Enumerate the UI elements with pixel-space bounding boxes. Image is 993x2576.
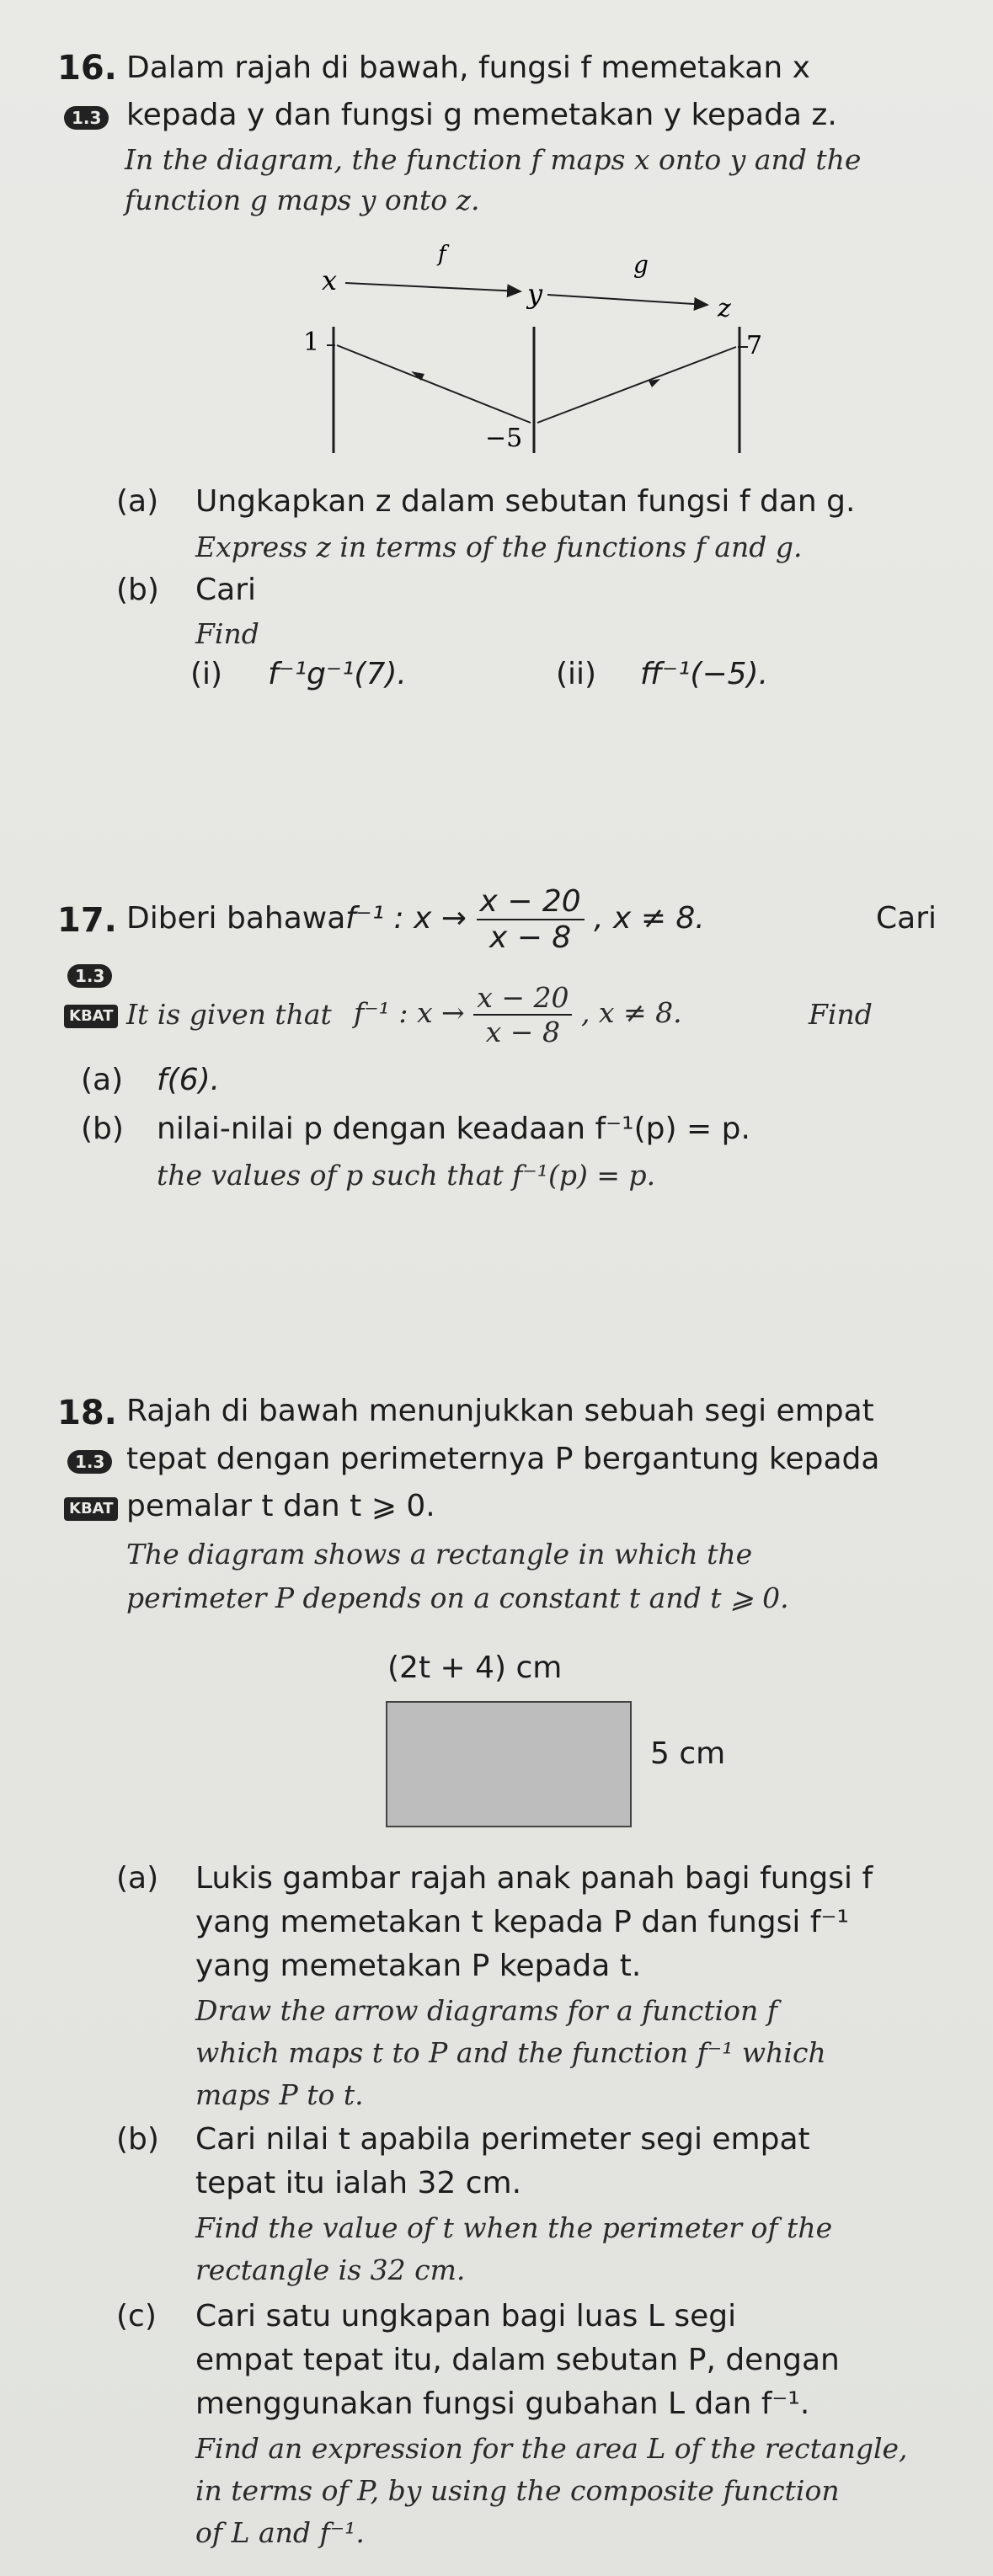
part-a-text-ms-line2: yang memetakan t kepada P dan fungsi f⁻¹ — [195, 1905, 849, 1939]
mapping-arrow-neg5-to-7 — [537, 347, 736, 423]
topic-badge: 1.3 — [64, 106, 109, 130]
question-text-ms-line2: tepat dengan perimeternya P bergantung kepada — [126, 1442, 880, 1476]
part-a-label: (a) — [116, 1861, 159, 1896]
inverse-function-definition: f⁻¹ : x → $\frac{x - 20}{x - 8}$ , x ≠ 8. — [345, 884, 705, 955]
f-header-arrow — [345, 283, 521, 291]
part-c-text-en-line2: in terms of P, by using the composite function — [195, 2474, 840, 2507]
mapping-arrow-1-to-neg5 — [337, 345, 531, 423]
part-b-text-ms: Cari — [195, 573, 256, 607]
part-bii-expression: ff⁻¹(−5). — [640, 657, 769, 691]
kbat-badge: KBAT — [64, 1005, 118, 1028]
question-text-ms-suffix: Cari — [876, 901, 937, 936]
value-1: 1 — [303, 328, 320, 357]
g-label: g — [633, 251, 649, 279]
part-b-text-ms-line1: Cari nilai t apabila perimeter segi empat — [195, 2122, 810, 2157]
part-bi-label: (i) — [190, 657, 223, 691]
part-a-text-ms-line3: yang memetakan P kepada t. — [195, 1949, 642, 1983]
part-b-text-ms: nilai-nilai p dengan keadaan f⁻¹(p) = p. — [157, 1112, 750, 1146]
part-b-text-ms-line2: tepat itu ialah 32 cm. — [195, 2166, 522, 2200]
y-label: y — [527, 278, 543, 310]
question-number: 17. — [57, 901, 117, 940]
part-b-text-en: Find — [195, 617, 259, 650]
rectangle-length-label: (2t + 4) cm — [387, 1651, 563, 1685]
question-number: 16. — [57, 49, 117, 88]
part-c-text-en-line3: of L and f⁻¹. — [195, 2516, 365, 2549]
kbat-badge: KBAT — [64, 1497, 118, 1521]
part-b-text-en-line2: rectangle is 32 cm. — [195, 2253, 466, 2286]
part-b-label: (b) — [116, 2122, 159, 2157]
part-b-text-en-line1: Find the value of t when the perimeter of the — [195, 2211, 833, 2244]
g-header-arrow — [547, 295, 707, 305]
topic-badge: 1.3 — [67, 964, 112, 988]
question-text-en-line2: perimeter P depends on a constant t and t ⩾ 0. — [126, 1581, 789, 1614]
question-number: 18. — [57, 1394, 117, 1432]
question-text-ms-line1: Dalam rajah di bawah, fungsi f memetakan x — [126, 51, 810, 85]
part-bi-expression: f⁻¹g⁻¹(7). — [268, 657, 407, 691]
inverse-function-definition-en: f⁻¹ : x → $\frac{x - 20}{x - 8}$ , x ≠ 8. — [354, 981, 682, 1048]
part-c-label: (c) — [116, 2299, 157, 2333]
function-fraction: $\frac{x - 20}{x - 8}$ — [477, 884, 585, 955]
value-7: 7 — [746, 331, 763, 360]
part-b-label: (b) — [116, 573, 159, 607]
part-a-expression: f(6). — [157, 1063, 221, 1097]
part-b-text-en: the values of p such that f⁻¹(p) = p. — [157, 1159, 656, 1192]
part-c-text-en-line1: Find an expression for the area L of the rectangle, — [195, 2432, 908, 2465]
question-text-ms-line3: pemalar t dan t ⩾ 0. — [126, 1489, 435, 1523]
part-a-text-en-line1: Draw the arrow diagrams for a function f — [195, 1994, 778, 2027]
x-label: x — [322, 264, 338, 296]
part-c-text-ms-line3: menggunakan fungsi gubahan L dan f⁻¹. — [195, 2387, 810, 2421]
question-text-en-prefix: It is given that — [126, 998, 332, 1031]
part-a-label: (a) — [116, 484, 159, 519]
part-a-text-en-line2: which maps t to P and the function f⁻¹ which — [195, 2036, 826, 2069]
part-bii-label: (ii) — [556, 657, 597, 691]
function-mapping-diagram — [253, 219, 775, 463]
value-neg5: −5 — [485, 424, 523, 453]
question-text-en-line1: In the diagram, the function f maps x onto y and the — [125, 143, 862, 176]
question-text-ms-prefix: Diberi bahawa — [126, 901, 346, 936]
rectangle-figure — [386, 1701, 632, 1827]
part-c-text-ms-line2: empat tepat itu, dalam sebutan P, dengan — [195, 2343, 840, 2377]
rectangle-width-label: 5 cm — [650, 1736, 726, 1771]
part-a-text-en: Express z in terms of the functions f and g. — [195, 531, 803, 563]
part-a-text-ms: Ungkapkan z dalam sebutan fungsi f dan g. — [195, 484, 856, 519]
part-a-text-en-line3: maps P to t. — [195, 2078, 364, 2111]
question-text-en-line1: The diagram shows a rectangle in which the — [126, 1538, 753, 1571]
question-text-ms-line2: kepada y dan fungsi g memetakan y kepada z. — [126, 98, 837, 132]
f-label: f — [438, 242, 446, 267]
part-a-label: (a) — [81, 1063, 124, 1097]
part-c-text-ms-line1: Cari satu ungkapan bagi luas L segi — [195, 2299, 737, 2333]
part-a-text-ms-line1: Lukis gambar rajah anak panah bagi fungsi f — [195, 1861, 873, 1896]
topic-badge: 1.3 — [67, 1450, 112, 1474]
question-text-ms-line1: Rajah di bawah menunjukkan sebuah segi empat — [126, 1394, 874, 1428]
function-fraction: $\frac{x - 20}{x - 8}$ — [473, 981, 572, 1048]
question-text-en-suffix: Find — [809, 998, 873, 1031]
question-text-en-line2: function g maps y onto z. — [125, 184, 480, 216]
z-label: z — [718, 294, 731, 323]
part-b-label: (b) — [81, 1112, 124, 1146]
